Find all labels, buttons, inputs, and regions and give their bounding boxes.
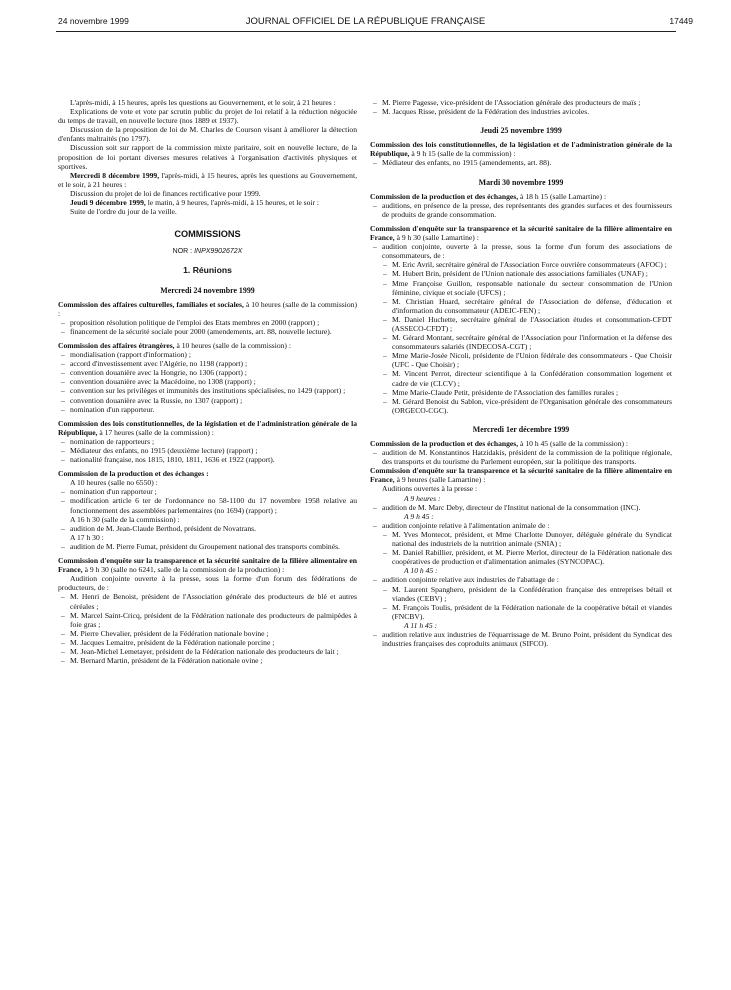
list-item: – audition relative aux industries de l'équarrissage de M. Bruno Point, président du Syndicat des industries françaises des coproduits animaux (SIFCO).: [370, 630, 672, 648]
subsection-title: 1. Réunions: [183, 265, 232, 276]
paragraph: Discussion soit sur rapport de la commission mixte paritaire, soit en nouvelle lecture, de la proposition de loi portant diverses mesures relatives à l'organisation d'activités physiques et sportives.: [58, 143, 357, 171]
list-item: – M. Gérard Benoist du Sablon, vice-président de l'Organisation générale des consommateurs (ORGECO-CGC).: [380, 397, 672, 415]
commission-entry: [58, 341, 357, 350]
agenda-list: [370, 201, 672, 219]
list-item: – audition de M. Konstantinos Hatzidakis, président de la commission de la politique régionale, des transports et du tourisme du Parlement européen, sur la politique des transports.: [370, 448, 672, 466]
time-slot: A 10 heures (salle no 6550) :: [70, 478, 158, 488]
list-item: – nomination de rapporteurs ;: [58, 437, 357, 446]
list-item: – audition conjointe relative aux industries de l'abattage de :: [370, 575, 672, 584]
list-item: – Mme Marie-Josée Nicoli, présidente de l'Union fédérale des consommateurs - Que Choisir (UFC - Que Choisir) ;: [380, 351, 672, 369]
commission-time: à 10 heures (salle de la commission) :: [174, 340, 291, 350]
time-slot: A 17 h 30 :: [70, 532, 104, 542]
list-item: – M. Daniel Rabillier, président, et M. Pierre Merlot, directeur de la Fédération nationale des coopératives de production et d'alimentation animales (SYNCOPAC).: [380, 548, 672, 566]
agenda-list: [370, 260, 672, 415]
agenda-list: [370, 158, 672, 167]
time-slot: A 10 h 45 :: [404, 566, 438, 576]
header-rule: [56, 31, 676, 32]
page-number: 17449: [669, 16, 693, 26]
agenda-list: [370, 448, 672, 466]
agenda-date: Jeudi 9 décembre 1999,: [70, 198, 146, 208]
list-item: – Mme Françoise Guillon, responsable nationale du secteur consommation de l'Union féminine, civique et sociale (UFCS) ;: [380, 279, 672, 297]
list-item: – M. Vincent Perrot, directeur scientifique à la Confédération consommation logement et cadre de vie (CLCV) ;: [380, 369, 672, 387]
paragraph: Discussion du projet de loi de finances rectificative pour 1999.: [70, 188, 261, 198]
list-item: – modification article 6 ter de l'ordonnance no 58-1100 du 17 novembre 1958 relative au fonctionnement des assemblées parlementaires (no 1694) (rapport) ;: [58, 496, 357, 514]
list-item: – M. Pierre Pagesse, vice-président de l'Association générale des producteurs de maïs ;: [370, 98, 672, 107]
list-item: – mondialisation (rapport d'information) ;: [58, 350, 357, 359]
commission-entry: [58, 419, 357, 437]
commission-time: à 18 h 15 (salle Lamartine) :: [518, 191, 607, 201]
agenda-list: [58, 524, 357, 533]
commission-name: Commission de la production et des échanges,: [370, 191, 519, 201]
paragraph: Discussion de la proposition de loi de M. Charles de Courson visant à améliorer la détection d'enfants maltraités (no 1797).: [58, 125, 357, 144]
list-item: – nationalité française, nos 1815, 1810, 1811, 1636 et 1922 (rapport).: [58, 455, 357, 464]
commission-time: à 9 h 15 (salle de la commission) :: [409, 149, 516, 159]
list-item: – M. Jacques Lemaitre, président de la Fédération nationale porcine ;: [58, 638, 357, 647]
nor-code: INPX9902672X: [194, 248, 243, 256]
agenda-list: [58, 318, 357, 336]
list-item: – M. Daniel Huchette, secrétaire général de l'Association études et consommation-CFDT (ASSECO-CFDT) ;: [380, 315, 672, 333]
commission-time: à 10 heures (salle de la commission) :: [58, 299, 357, 318]
list-item: – M. Jean-Michel Lemetayer, président de la Fédération nationale des producteurs de lait ;: [58, 647, 357, 656]
list-item: – M. Marcel Saint-Cricq, président de la Fédération nationale des producteurs de palmipèdes à foie gras ;: [58, 611, 357, 629]
commission-time: à 9 h 30 (salle Lamartine) :: [394, 233, 479, 243]
paragraph: [58, 171, 357, 189]
list-item: – M. Gérard Montant, secrétaire général de l'Association pour l'information et la défense des consommateurs salariés (INDECOSA-CGT) ;: [380, 333, 672, 351]
agenda-list: [370, 630, 672, 648]
list-item: – M. Pierre Chevalier, président de la Fédération nationale bovine ;: [58, 629, 357, 638]
list-item: – convention douanière avec la Russie, no 1307 (rapport) ;: [58, 396, 357, 405]
time-slot: A 9 heures :: [404, 493, 441, 503]
agenda-list: [58, 487, 357, 514]
commission-entry: [370, 192, 672, 201]
commission-entry: [370, 140, 672, 158]
list-item: – audition conjointe, ouverte à la presse, sous la forme d'un forum des associations de consommateurs, de :: [370, 242, 672, 260]
commission-name: Commission des lois constitutionnelles, de la législation et de l'administration générale de la République,: [370, 140, 672, 159]
agenda-list: [58, 350, 357, 414]
commission-name: Commission d'enquête sur la transparence et la sécurité sanitaire de la filière alimentaire en France,: [370, 466, 672, 485]
list-item: – convention douanière avec la Hongrie, no 1306 (rapport) ;: [58, 368, 357, 377]
agenda-intro: [370, 242, 672, 260]
commission-entry: [370, 224, 672, 242]
commission-entry: [58, 300, 357, 318]
list-item: – M. Christian Huard, secrétaire général de l'Association de défense, d'éducation et d'information du consommateur (ADEIC-FEN) ;: [380, 297, 672, 315]
journal-title: JOURNAL OFFICIEL DE LA RÉPUBLIQUE FRANÇAISE: [245, 16, 486, 27]
meeting-date: Mercredi 1er décembre 1999: [472, 424, 570, 434]
commission-name: Commission d'enquête sur la transparence et la sécurité sanitaire de la filière alimentaire en France,: [58, 556, 357, 575]
list-item: – M. Eric Avril, secrétaire général de l'Association Force ouvrière consommateurs (AFOC) ;: [380, 260, 672, 269]
list-item: – M. Bernard Martin, président de la Fédération nationale ovine ;: [58, 656, 357, 665]
list-item: – auditions, en présence de la presse, des représentants des grandes surfaces et des fournisseurs de produits de grande consommation.: [370, 201, 672, 219]
left-column: [58, 98, 357, 665]
commission-name: Commission des lois constitutionnelles, de la législation et de l'administration générale de la République,: [58, 418, 357, 437]
paragraph: Audition conjointe ouverte à la presse, sous la forme d'un forum des fédérations de producteurs, de :: [58, 574, 357, 593]
header-date: 24 novembre 1999: [58, 16, 129, 26]
list-item: – audition de M. Jean-Claude Berthod, président de Novatrans.: [58, 524, 357, 533]
time-slot: A 16 h 30 (salle de la commission) :: [70, 514, 180, 524]
commission-entry: [370, 439, 672, 448]
list-item: – Médiateur des enfants, no 1915 (amendements, art. 88).: [370, 158, 672, 167]
list-item: – nomination d'un rapporteur.: [58, 405, 357, 414]
agenda-list: [58, 592, 357, 665]
commission-name: Commission de la production et des échanges :: [58, 469, 209, 479]
page-header: [0, 16, 731, 30]
paragraph: [58, 198, 357, 207]
list-item: – audition de M. Pierre Fumat, président du Groupement national des transports combinés.: [58, 542, 357, 551]
agenda-list: [370, 575, 672, 584]
right-column: [370, 98, 672, 648]
agenda-list: [370, 530, 672, 566]
commission-entry: [370, 466, 672, 484]
paragraph: Suite de l'ordre du jour de la veille.: [70, 207, 177, 217]
commission-time: à 17 heures (salle de la commission) :: [97, 427, 214, 437]
list-item: – M. François Toulis, président de la Fédération nationale de la coopérative bétail et viandes (FNCBV).: [380, 603, 672, 621]
agenda-list: [370, 503, 672, 512]
commission-name: Commission des affaires étrangères,: [58, 340, 175, 350]
agenda-text: le matin, à 9 heures, l'après-midi, à 15 heures, et le soir :: [145, 198, 320, 208]
commission-name: Commission d'enquête sur la transparence et la sécurité sanitaire de la filière alimentaire en France,: [370, 223, 672, 243]
list-item: – proposition résolution politique de l'emploi des Etats membres en 2000 (rapport) ;: [58, 318, 357, 327]
agenda-list: [58, 542, 357, 551]
paragraph: L'après-midi, à 15 heures, après les questions au Gouvernement, et le soir, à 21 heures :: [70, 98, 336, 107]
time-slot: A 11 h 45 :: [404, 620, 438, 630]
list-item: – audition de M. Marc Deby, directeur de l'Institut national de la consommation (INC).: [370, 503, 672, 512]
paragraph: Explications de vote et vote par scrutin public du projet de loi relatif à la réduction négociée du temps de travail, en nouvelle lecture (nos 1889 et 1937).: [58, 107, 357, 126]
list-item: – convention douanière avec la Macédoine, no 1308 (rapport) ;: [58, 377, 357, 386]
list-item: – M. Yves Montecot, président, et Mme Charlotte Dunoyer, déléguée générale du Syndicat national des industriels de la nutrition animale (SNIA) ;: [380, 530, 672, 548]
list-item: – financement de la sécurité sociale pour 2000 (amendements, art. 88, nouvelle lecture).: [58, 327, 357, 336]
meeting-date: Mardi 30 novembre 1999: [478, 177, 564, 187]
commission-name: Commission de la production et des échanges,: [370, 439, 519, 448]
agenda-list: [370, 585, 672, 621]
list-item: – M. Laurent Spanghero, président de la Confédération française des entreprises bétail et viandes (CEBV) ;: [380, 585, 672, 603]
list-item: – M. Hubert Brin, président de l'Union nationale des associations familiales (UNAF) ;: [380, 269, 672, 278]
paragraph: Auditions ouvertes à la presse :: [382, 484, 478, 494]
list-item: – audition conjointe relative à l'alimentation animale de :: [370, 521, 672, 530]
list-item: – Médiateur des enfants, no 1915 (deuxième lecture) (rapport) ;: [58, 446, 357, 455]
agenda-date: Mercredi 8 décembre 1999,: [70, 170, 160, 180]
agenda-list: [370, 521, 672, 530]
list-item: – M. Jacques Risse, président de la Fédération des industries avicoles.: [370, 107, 672, 116]
meeting-date: Mercredi 24 novembre 1999: [160, 285, 255, 295]
list-item: – convention sur les privilèges et immunités des institutions spécialisées, no 1429 (rapport) ;: [58, 386, 357, 395]
time-slot: A 9 h 45 :: [404, 511, 434, 521]
commission-name: Commission des affaires culturelles, familiales et sociales,: [58, 299, 244, 309]
agenda-text: l'après-midi, à 15 heures, après les questions au Gouvernement, et le soir, à 21 heures :: [58, 170, 357, 189]
agenda-list: [58, 437, 357, 464]
commission-time: à 9 h 30 (salle no 6241, salle de la commission de la production) :: [82, 565, 285, 575]
commission-time: à 10 h 45 (salle de la commission) :: [518, 439, 629, 448]
section-title: COMMISSIONS: [174, 229, 241, 240]
commission-time: à 9 heures (salle Lamartine) :: [394, 475, 486, 485]
meeting-date: Jeudi 25 novembre 1999: [480, 126, 562, 136]
nor-label: NOR :: [172, 248, 195, 256]
agenda-list: [370, 98, 672, 116]
list-item: – accord d'investissement avec l'Algérie, no 1198 (rapport) ;: [58, 359, 357, 368]
list-item: – nomination d'un rapporteur ;: [58, 487, 357, 496]
commission-entry: [58, 556, 357, 574]
list-item: – Mme Marie-Claude Petit, présidente de l'Association des familles rurales ;: [380, 388, 672, 397]
nor-reference: [58, 247, 357, 256]
list-item: – M. Henri de Benoist, président de l'Association générale des producteurs de blé et autres céréales ;: [58, 592, 357, 610]
